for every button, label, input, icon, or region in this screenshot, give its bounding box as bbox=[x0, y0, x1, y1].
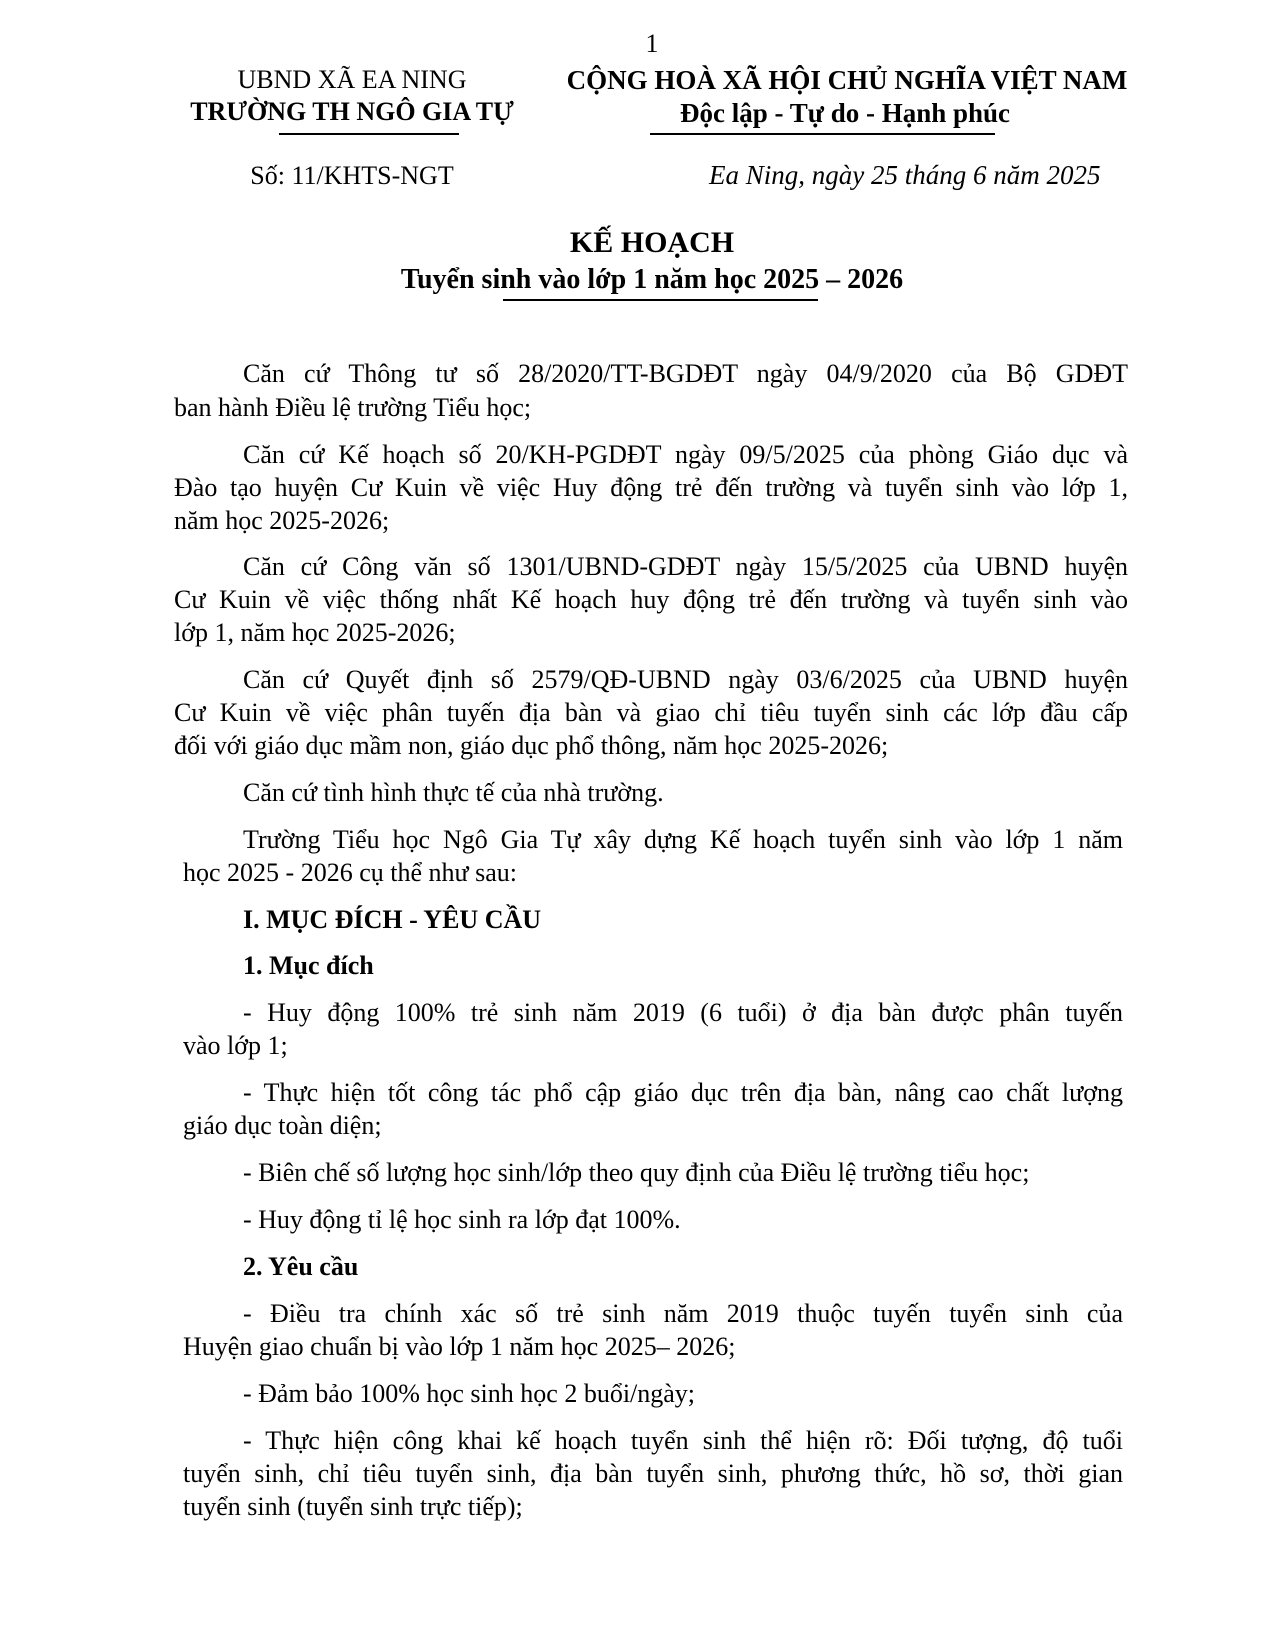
basis-paragraph-3: Căn cứ Công văn số 1301/UBND-GDĐT ngày 15/5/2025 của UBND huyện bbox=[243, 552, 1128, 581]
requirement-item-1: - Điều tra chính xác số trẻ sinh năm 2019 thuộc tuyến tuyển sinh của bbox=[243, 1299, 1123, 1328]
basis-paragraph-1-cont: ban hành Điều lệ trường Tiểu học; bbox=[174, 393, 532, 422]
intro-paragraph-cont: học 2025 - 2026 cụ thể như sau: bbox=[183, 858, 517, 887]
purpose-item-2: - Thực hiện tốt công tác phổ cập giáo dục trên địa bàn, nâng cao chất lượng bbox=[243, 1078, 1123, 1107]
purpose-item-4: - Huy động tỉ lệ học sinh ra lớp đạt 100%. bbox=[243, 1205, 681, 1234]
purpose-item-3: - Biên chế số lượng học sinh/lớp theo quy định của Điều lệ trường tiểu học; bbox=[243, 1158, 1030, 1187]
document-number: Số: 11/KHTS-NGT bbox=[250, 161, 454, 190]
document-type: KẾ HOẠCH bbox=[569, 226, 735, 259]
purpose-item-1: - Huy động 100% trẻ sinh năm 2019 (6 tuổi) ở địa bàn được phân tuyến bbox=[243, 998, 1123, 1027]
school-name-underline bbox=[279, 133, 459, 135]
basis-paragraph-2: Căn cứ Kế hoạch số 20/KH-PGDĐT ngày 09/5/2025 của phòng Giáo dục và bbox=[243, 440, 1128, 469]
national-title: CỘNG HOÀ XÃ HỘI CHỦ NGHĨA VIỆT NAM bbox=[566, 65, 1128, 95]
basis-paragraph-3-end: lớp 1, năm học 2025-2026; bbox=[174, 618, 456, 647]
basis-paragraph-3-cont: Cư Kuin về việc thống nhất Kế hoạch huy động trẻ đến trường và tuyển sinh vào bbox=[174, 585, 1128, 614]
requirement-item-3: - Thực hiện công khai kế hoạch tuyển sinh thể hiện rõ: Đối tượng, độ tuổi bbox=[243, 1426, 1123, 1455]
purpose-item-2-cont: giáo dục toàn diện; bbox=[183, 1111, 382, 1140]
basis-paragraph-2-cont: Đào tạo huyện Cư Kuin về việc Huy động trẻ đến trường và tuyển sinh vào lớp 1, bbox=[174, 473, 1128, 502]
school-name: TRƯỜNG TH NGÔ GIA TỰ bbox=[190, 97, 514, 126]
basis-paragraph-5: Căn cứ tình hình thực tế của nhà trường. bbox=[243, 778, 664, 807]
motto-underline bbox=[650, 133, 995, 135]
requirement-item-3-end: tuyển sinh (tuyển sinh trực tiếp); bbox=[183, 1492, 523, 1521]
basis-paragraph-2-end: năm học 2025-2026; bbox=[174, 506, 390, 535]
section-heading-1: I. MỤC ĐÍCH - YÊU CẦU bbox=[243, 905, 542, 934]
basis-paragraph-4-end: đối với giáo dục mầm non, giáo dục phổ thông, năm học 2025-2026; bbox=[174, 731, 889, 760]
subsection-heading-requirements: 2. Yêu cầu bbox=[243, 1252, 359, 1281]
issuing-authority: UBND XÃ EA NING bbox=[237, 65, 467, 94]
requirement-item-1-cont: Huyện giao chuẩn bị vào lớp 1 năm học 2025– 2026; bbox=[183, 1332, 736, 1361]
document-subject: Tuyển sinh vào lớp 1 năm học 2025 – 2026 bbox=[400, 264, 904, 295]
intro-paragraph: Trường Tiểu học Ngô Gia Tự xây dựng Kế hoạch tuyển sinh vào lớp 1 năm bbox=[243, 825, 1123, 854]
place-date: Ea Ning, ngày 25 tháng 6 năm 2025 bbox=[709, 160, 1101, 190]
basis-paragraph-1: Căn cứ Thông tư số 28/2020/TT-BGDĐT ngày 04/9/2020 của Bộ GDĐT bbox=[243, 359, 1128, 388]
requirement-item-2: - Đảm bảo 100% học sinh học 2 buổi/ngày; bbox=[243, 1379, 696, 1408]
basis-paragraph-4-cont: Cư Kuin về việc phân tuyến địa bàn và giao chỉ tiêu tuyển sinh các lớp đầu cấp bbox=[174, 698, 1128, 727]
basis-paragraph-4: Căn cứ Quyết định số 2579/QĐ-UBND ngày 03/6/2025 của UBND huyện bbox=[243, 665, 1128, 694]
national-motto: Độc lập - Tự do - Hạnh phúc bbox=[679, 98, 1011, 128]
purpose-item-1-cont: vào lớp 1; bbox=[183, 1031, 288, 1060]
requirement-item-3-cont: tuyển sinh, chỉ tiêu tuyển sinh, địa bàn tuyển sinh, phương thức, hồ sơ, thời gian bbox=[183, 1459, 1123, 1488]
title-underline bbox=[503, 299, 818, 301]
subsection-heading-purpose: 1. Mục đích bbox=[243, 951, 374, 980]
page-number: 1 bbox=[645, 29, 659, 58]
